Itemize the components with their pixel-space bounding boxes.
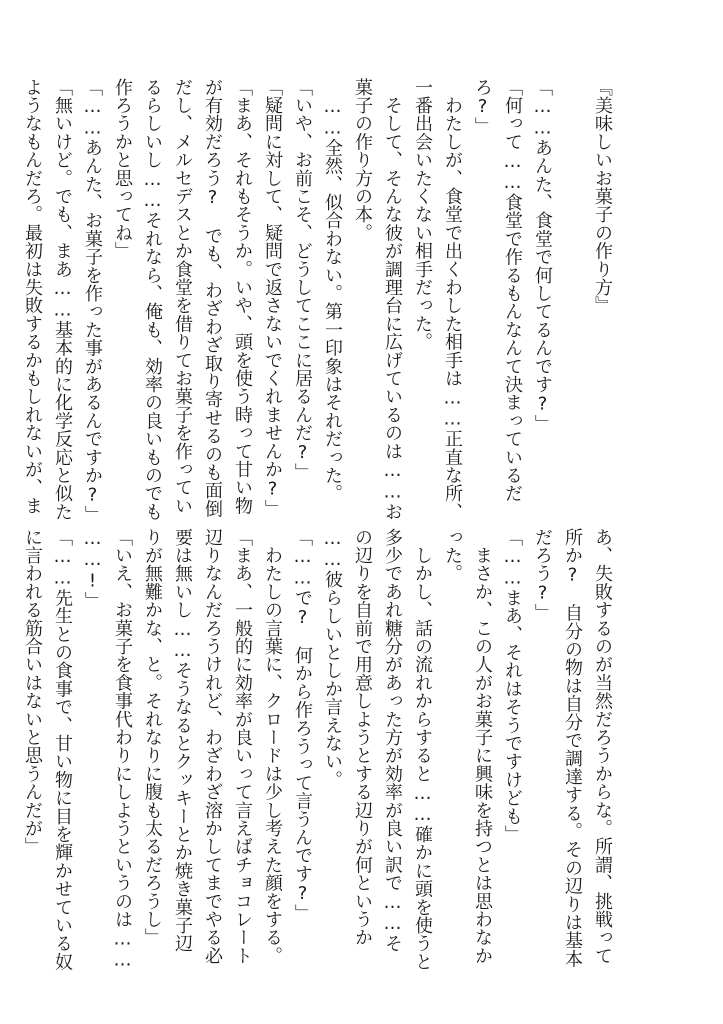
text-column: が有効だろう? でも、わざわざ取り寄せるのも面倒 [202,78,223,518]
text-column: 『美味しいお菓子の作り方』 [592,78,613,315]
text-column: だし、メルセデスとか食堂を借りてお菓子を作ってい [172,78,193,515]
text-column: あ、失敗するのが当然だろうからな。所謂、挑戦って [592,528,613,965]
text-column: ろ?」 [472,78,493,136]
text-column: 所か? 自分の物は自分で調達する。その辺りは基本 [562,528,583,968]
text-column [557,78,587,498]
text-column: 「何って……食堂で作るもんなんて決まっているだ [502,78,523,503]
text-block-top [22,78,617,524]
text-column: 多少であれ糖分があった方が効率が良い訳で……そ [382,528,403,953]
text-column: 「いや、お前こそ、どうしてここに居るんだ?」 [292,78,313,482]
text-column: るらしいし……それなら、俺も、効率の良いものでも [142,78,163,521]
text-column: 作ろうかと思ってね」 [112,78,133,260]
text-column: りが無難かな、と。それなりに腹も太るだろうし」 [142,528,163,947]
text-column: だろう?」 [532,528,553,622]
text-column: ……全然、似合わない。第一印象はそれだった。 [322,78,343,503]
text-column: に言われる筋合いはないと思うんだが」 [22,528,43,856]
text-column: 「疑問に対して、疑問で返さないでくれませんか?」 [262,78,283,518]
text-column: しかし、話の流れからすると……確かに頭を使うと [412,528,433,971]
text-column: 「まあ、一般的に効率が良いって言えばチョコレート [232,528,253,965]
text-column: 「……で? 何から作ろうって言うんです?」 [292,528,313,923]
text-column: 「無いけど。でも、まあ……基本的に化学反応と似た [52,78,73,521]
text-column: ……彼らしいとしか言えない。 [322,528,343,789]
text-column: 「……まあ、それはそうですけども」 [502,528,523,844]
text-column: の辺りを自前で用意しようとする辺りが何というか [352,528,373,947]
text-column: ……!」 [82,528,103,610]
text-column: 一番出会いたくない相手だった。 [412,78,433,351]
text-column: 菓子の作り方の本。 [352,78,373,242]
text-column: そして、そんな彼が調理台に広げているのは……お [382,78,403,521]
text-column: 「……あんた、お菓子を作った事があるんですか?」 [82,78,103,524]
text-column: 「……あんた、食堂で何してるんです?」 [532,78,553,433]
text-column: 要は無いし……そうなるとクッキーとか焼き菓子辺 [172,528,193,953]
text-column: ようなもんだろ。最初は失敗するかもしれないが、ま [22,78,43,515]
text-column: まさか、この人がお菓子に興味を持つとは思わなか [472,528,493,965]
text-column: 辺りなんだろうけれど、わざわざ溶かしてまでやる必 [202,528,223,965]
text-block-bottom [22,528,617,971]
text-column: った。 [442,528,463,583]
text-column: 「いえ、お菓子を食事代わりにしようというのは…… [112,528,133,971]
text-column: わたしが、食堂で出くわした相手は……正直な所、 [442,78,463,521]
text-column: 「……先生との食事で、甘い物に目を輝かせている奴 [52,528,73,971]
text-column: わたしの言葉に、クロードは少し考えた顔をする。 [262,528,283,965]
text-column: 「まあ、それもそうか。いや、頭を使う時って甘い物 [232,78,253,515]
